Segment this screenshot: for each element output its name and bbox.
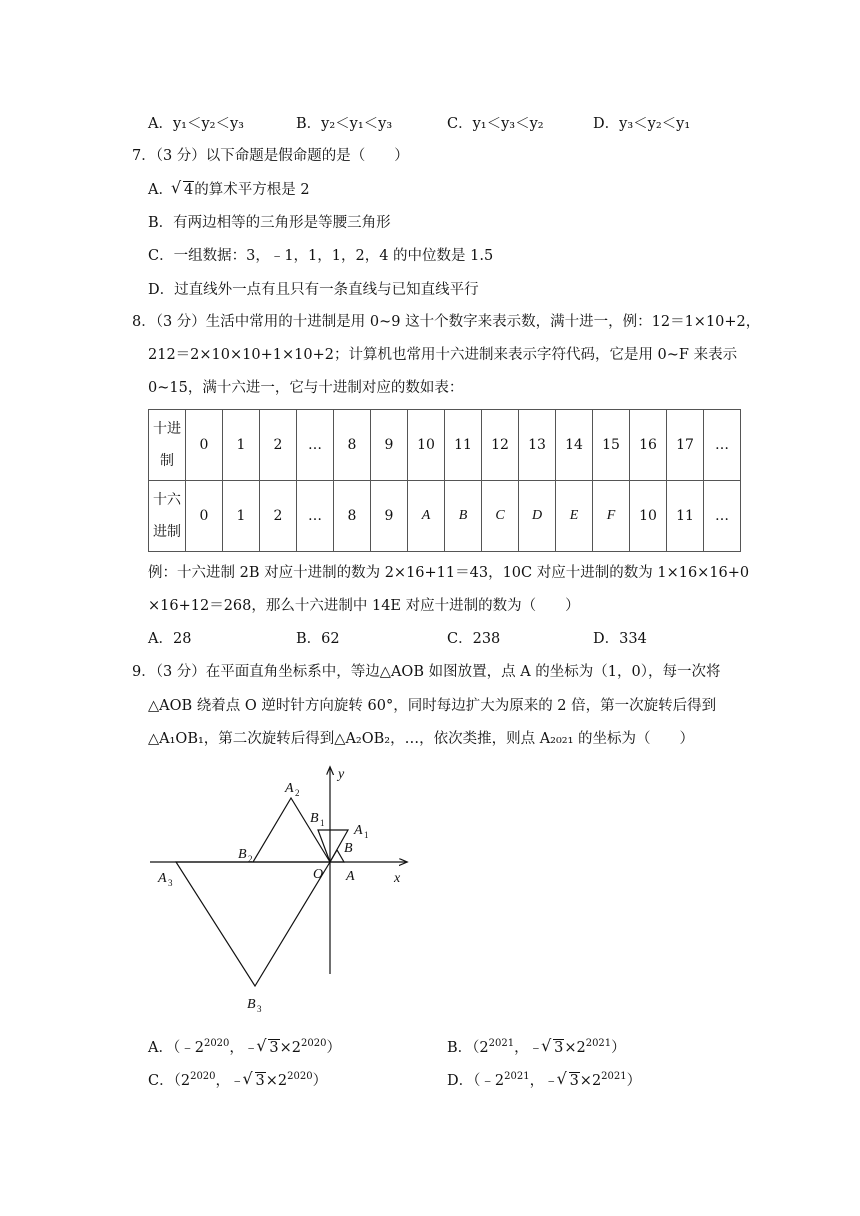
triangle-aob bbox=[330, 850, 344, 862]
option-text: ×2 bbox=[579, 1072, 602, 1089]
label-a1-sub: 1 bbox=[364, 830, 369, 840]
table-cell: 9 bbox=[371, 481, 408, 552]
option-text: ） bbox=[626, 1072, 642, 1089]
exponent: 2021 bbox=[585, 1038, 612, 1049]
table-cell: 10 bbox=[630, 481, 667, 552]
q6-option-d: D．y₃＜y₂＜y₁ bbox=[593, 116, 691, 132]
table-cell: 13 bbox=[519, 410, 556, 481]
table-cell: E bbox=[556, 481, 593, 552]
radicand: 3 bbox=[554, 1039, 564, 1056]
q9-line-3: △A₁OB₁，第二次旋转后得到△A₂OB₂，…，依次类推，则点 A₂₀₂₁ 的坐标为（ ） bbox=[148, 731, 695, 747]
sqrt-symbol bbox=[559, 1071, 580, 1091]
q7-option-a-prefix: A． bbox=[148, 182, 173, 198]
table-row-hex bbox=[149, 481, 741, 552]
option-text: ，﹣ bbox=[229, 1039, 259, 1056]
q8-line-1: 8．（3 分）生活中常用的十进制是用 0~9 这十个数字来表示数，满十进一，例：12＝1×10+2， bbox=[132, 314, 761, 330]
q6-option-b: B．y₂＜y₁＜y₃ bbox=[296, 116, 393, 132]
q7-option-a-radicand: 4 bbox=[183, 182, 194, 198]
table-cell: 11 bbox=[445, 410, 482, 481]
label-a3: A bbox=[158, 871, 167, 886]
table-cell: 0 bbox=[186, 410, 223, 481]
table-cell: 17 bbox=[667, 410, 704, 481]
label-y: y bbox=[338, 767, 345, 782]
label-b2-sub: 2 bbox=[248, 854, 253, 864]
q9-option-c bbox=[148, 1067, 327, 1091]
exponent: 2021 bbox=[504, 1071, 530, 1082]
header-text: 制 bbox=[160, 453, 174, 469]
sqrt-symbol bbox=[258, 1038, 279, 1058]
option-text: ，﹣ bbox=[514, 1039, 544, 1056]
table-cell: 11 bbox=[667, 481, 704, 552]
table-cell: … bbox=[704, 481, 741, 552]
label-o: O bbox=[313, 867, 324, 882]
sqrt-symbol bbox=[543, 1038, 564, 1058]
q9-line-1: 9．（3 分）在平面直角坐标系中，等边△AOB 如图放置，点 A 的坐标为（1，0），每一次将 bbox=[132, 664, 721, 680]
radicand: 3 bbox=[255, 1072, 265, 1089]
option-text: C．（2 bbox=[148, 1072, 191, 1089]
rotation-figure bbox=[148, 760, 418, 1022]
label-b3: B bbox=[247, 997, 256, 1012]
label-x: x bbox=[394, 871, 401, 886]
option-text: D．（﹣2 bbox=[447, 1072, 505, 1089]
q9-option-b bbox=[447, 1034, 626, 1058]
table-cell: 12 bbox=[482, 410, 519, 481]
table-cell: 1 bbox=[223, 481, 260, 552]
option-text: ） bbox=[312, 1072, 328, 1089]
exponent: 2020 bbox=[301, 1038, 327, 1049]
sqrt-symbol bbox=[245, 1071, 266, 1091]
label-b1: B bbox=[310, 811, 319, 826]
label-b2: B bbox=[238, 847, 247, 862]
radicand: 3 bbox=[269, 1039, 279, 1056]
option-text: ×2 bbox=[279, 1039, 302, 1056]
option-text: ，﹣ bbox=[215, 1072, 245, 1089]
q7-option-a bbox=[148, 180, 310, 200]
option-text: A．（﹣2 bbox=[148, 1039, 204, 1056]
table-cell: A bbox=[408, 481, 445, 552]
q8-option-a: A．28 bbox=[148, 631, 192, 647]
table-header-decimal bbox=[149, 410, 186, 481]
q8-option-b: B．62 bbox=[296, 631, 340, 647]
header-text: 进制 bbox=[153, 524, 181, 540]
option-text: ） bbox=[611, 1039, 626, 1056]
q8-option-d: D．334 bbox=[593, 631, 647, 647]
q6-option-a: A．y₁＜y₂＜y₃ bbox=[148, 116, 244, 132]
table-cell: D bbox=[519, 481, 556, 552]
table-row-decimal bbox=[149, 410, 741, 481]
option-text: ×2 bbox=[265, 1072, 288, 1089]
header-text: 十进 bbox=[153, 421, 181, 437]
table-header-hex bbox=[149, 481, 186, 552]
label-a3-sub: 3 bbox=[168, 878, 173, 888]
q8-example-1: 例：十六进制 2B 对应十进制的数为 2×16+11＝43，10C 对应十进制的数为 1×16×16+0 bbox=[148, 565, 750, 581]
q7-option-a-suffix: 的算术平方根是 2 bbox=[194, 182, 310, 198]
table-cell: … bbox=[704, 410, 741, 481]
table-cell: 2 bbox=[260, 481, 297, 552]
table-cell: 15 bbox=[593, 410, 630, 481]
label-a1: A bbox=[354, 823, 363, 838]
table-cell: 10 bbox=[408, 410, 445, 481]
table-cell: … bbox=[297, 481, 334, 552]
q8-line-2: 212＝2×10×10+1×10+2；计算机也常用十六进制来表示字符代码，它是用 0~F 来表示 bbox=[148, 347, 738, 363]
q9-option-d bbox=[447, 1067, 641, 1091]
exponent: 2020 bbox=[190, 1071, 216, 1082]
hex-conversion-table bbox=[148, 409, 741, 552]
exponent: 2020 bbox=[203, 1038, 230, 1049]
q7-option-d: D．过直线外一点有且只有一条直线与已知直线平行 bbox=[148, 282, 479, 298]
table-cell: … bbox=[297, 410, 334, 481]
triangle-a3ob3 bbox=[176, 862, 330, 986]
label-b1-sub: 1 bbox=[320, 818, 325, 828]
label-a: A bbox=[346, 869, 355, 884]
exponent: 2021 bbox=[601, 1071, 627, 1082]
table-cell: 8 bbox=[334, 481, 371, 552]
table-cell: B bbox=[445, 481, 482, 552]
option-text: ） bbox=[326, 1039, 341, 1056]
option-text: ，﹣ bbox=[529, 1072, 559, 1089]
radicand: 3 bbox=[569, 1072, 579, 1089]
q9-option-a bbox=[148, 1034, 341, 1058]
label-a2-sub: 2 bbox=[295, 788, 300, 798]
q8-line-3: 0~15，满十六进一，它与十进制对应的数如表： bbox=[148, 380, 464, 396]
q7-option-c: C．一组数据：3，﹣1，1，1，2，4 的中位数是 1.5 bbox=[148, 248, 494, 264]
q6-option-c: C．y₁＜y₃＜y₂ bbox=[447, 116, 544, 132]
exponent: 2021 bbox=[488, 1038, 515, 1049]
table-cell: 9 bbox=[371, 410, 408, 481]
q7-option-b: B．有两边相等的三角形是等腰三角形 bbox=[148, 215, 391, 231]
label-b3-sub: 3 bbox=[257, 1004, 262, 1014]
table-cell: 0 bbox=[186, 481, 223, 552]
option-text: B．（2 bbox=[447, 1039, 489, 1056]
table-cell: F bbox=[593, 481, 630, 552]
table-cell: 8 bbox=[334, 410, 371, 481]
q8-example-2: ×16+12＝268，那么十六进制中 14E 对应十进制的数为（ ） bbox=[148, 598, 580, 614]
table-cell: C bbox=[482, 481, 519, 552]
option-text: ×2 bbox=[564, 1039, 586, 1056]
label-a2: A bbox=[285, 781, 294, 796]
table-cell: 1 bbox=[223, 410, 260, 481]
table-cell: 14 bbox=[556, 410, 593, 481]
table-cell: 2 bbox=[260, 410, 297, 481]
q7-stem: 7．（3 分）以下命题是假命题的是（ ） bbox=[132, 148, 409, 164]
q9-line-2: △AOB 绕着点 O 逆时针方向旋转 60°，同时每边扩大为原来的 2 倍，第一次旋转后得到 bbox=[148, 698, 717, 714]
table-cell: 16 bbox=[630, 410, 667, 481]
label-b: B bbox=[344, 841, 353, 856]
q8-option-c: C．238 bbox=[447, 631, 501, 647]
sqrt-symbol bbox=[173, 180, 194, 200]
header-text: 十六 bbox=[153, 492, 181, 508]
exponent: 2020 bbox=[287, 1071, 313, 1082]
